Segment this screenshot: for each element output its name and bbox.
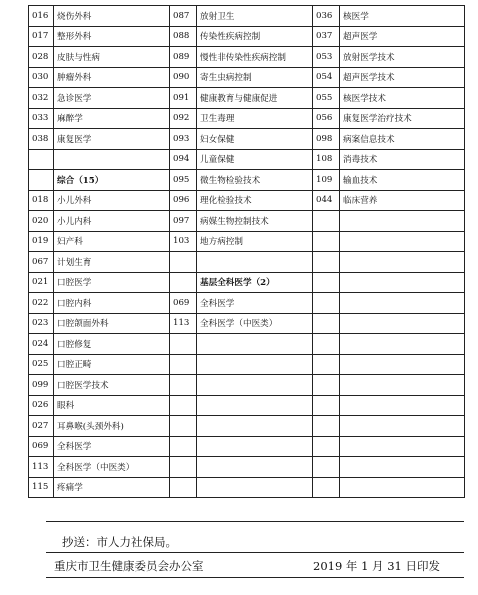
name-cell xyxy=(340,252,465,273)
code-cell: 032 xyxy=(29,88,54,109)
name-cell: 理化检验技术 xyxy=(197,190,313,211)
code-cell: 087 xyxy=(170,6,197,27)
table-body xyxy=(29,6,465,498)
name-cell: 妇产科 xyxy=(54,231,170,252)
code-cell: 038 xyxy=(29,129,54,150)
code-cell xyxy=(170,416,197,437)
code-cell: 055 xyxy=(313,88,340,109)
specialty-table xyxy=(28,5,465,498)
code-cell xyxy=(313,416,340,437)
code-cell: 016 xyxy=(29,6,54,27)
code-cell xyxy=(170,395,197,416)
code-cell: 088 xyxy=(170,26,197,47)
code-cell xyxy=(170,436,197,457)
name-cell: 肿瘤外科 xyxy=(54,67,170,88)
name-cell: 卫生毒理 xyxy=(197,108,313,129)
code-cell xyxy=(313,436,340,457)
code-cell: 113 xyxy=(170,313,197,334)
name-cell: 疼痛学 xyxy=(54,477,170,498)
name-cell: 全科医学 xyxy=(197,293,313,314)
code-cell: 093 xyxy=(170,129,197,150)
code-cell: 099 xyxy=(29,375,54,396)
code-cell xyxy=(313,272,340,293)
name-cell xyxy=(197,395,313,416)
code-cell: 017 xyxy=(29,26,54,47)
code-cell: 025 xyxy=(29,354,54,375)
name-cell: 放射卫生 xyxy=(197,6,313,27)
table-row xyxy=(29,211,465,232)
code-cell xyxy=(313,375,340,396)
table-row xyxy=(29,334,465,355)
name-cell: 康复医学 xyxy=(54,129,170,150)
name-cell xyxy=(340,313,465,334)
name-cell: 整形外科 xyxy=(54,26,170,47)
code-cell: 069 xyxy=(29,436,54,457)
code-cell xyxy=(313,457,340,478)
name-cell xyxy=(340,477,465,498)
code-cell xyxy=(313,231,340,252)
table-row xyxy=(29,108,465,129)
name-cell: 眼科 xyxy=(54,395,170,416)
table-row xyxy=(29,26,465,47)
code-cell xyxy=(170,457,197,478)
table-row xyxy=(29,190,465,211)
code-cell: 069 xyxy=(170,293,197,314)
name-cell xyxy=(197,416,313,437)
name-cell xyxy=(340,375,465,396)
name-cell xyxy=(340,416,465,437)
code-cell xyxy=(170,334,197,355)
code-cell: 108 xyxy=(313,149,340,170)
table-row xyxy=(29,67,465,88)
footer-rule-bottom xyxy=(46,577,464,578)
code-cell: 037 xyxy=(313,26,340,47)
code-cell: 020 xyxy=(29,211,54,232)
table-row xyxy=(29,313,465,334)
code-cell: 021 xyxy=(29,272,54,293)
name-cell: 口腔修复 xyxy=(54,334,170,355)
code-cell: 019 xyxy=(29,231,54,252)
table-row xyxy=(29,436,465,457)
name-cell: 烧伤外科 xyxy=(54,6,170,27)
code-cell xyxy=(170,252,197,273)
name-cell: 计划生育 xyxy=(54,252,170,273)
code-cell: 096 xyxy=(170,190,197,211)
name-cell: 超声医学 xyxy=(340,26,465,47)
name-cell: 微生物检验技术 xyxy=(197,170,313,191)
name-cell xyxy=(197,252,313,273)
name-cell: 康复医学治疗技术 xyxy=(340,108,465,129)
name-cell xyxy=(340,457,465,478)
code-cell xyxy=(313,293,340,314)
table-row xyxy=(29,395,465,416)
name-cell: 慢性非传染性疾病控制 xyxy=(197,47,313,68)
name-cell xyxy=(340,354,465,375)
code-cell xyxy=(170,375,197,396)
name-cell: 核医学技术 xyxy=(340,88,465,109)
name-cell xyxy=(340,334,465,355)
name-cell: 健康教育与健康促进 xyxy=(197,88,313,109)
code-cell: 023 xyxy=(29,313,54,334)
name-cell: 口腔颌面外科 xyxy=(54,313,170,334)
table-row xyxy=(29,293,465,314)
name-cell: 全科医学（中医类） xyxy=(197,313,313,334)
code-cell: 036 xyxy=(313,6,340,27)
code-cell: 091 xyxy=(170,88,197,109)
code-cell xyxy=(170,272,197,293)
code-cell: 027 xyxy=(29,416,54,437)
name-cell: 耳鼻喉(头颈外科) xyxy=(54,416,170,437)
name-cell: 病案信息技术 xyxy=(340,129,465,150)
table-row xyxy=(29,375,465,396)
name-cell: 儿童保健 xyxy=(197,149,313,170)
table-row xyxy=(29,88,465,109)
name-cell xyxy=(197,375,313,396)
code-cell: 095 xyxy=(170,170,197,191)
name-cell xyxy=(54,149,170,170)
table-row xyxy=(29,354,465,375)
code-cell: 092 xyxy=(170,108,197,129)
code-cell: 053 xyxy=(313,47,340,68)
code-cell: 094 xyxy=(170,149,197,170)
name-cell: 核医学 xyxy=(340,6,465,27)
name-cell: 小儿内科 xyxy=(54,211,170,232)
code-cell xyxy=(313,252,340,273)
name-cell: 皮肤与性病 xyxy=(54,47,170,68)
name-cell: 口腔内科 xyxy=(54,293,170,314)
code-cell: 030 xyxy=(29,67,54,88)
code-cell: 089 xyxy=(170,47,197,68)
code-cell xyxy=(313,334,340,355)
name-cell: 口腔医学 xyxy=(54,272,170,293)
code-cell: 024 xyxy=(29,334,54,355)
code-cell xyxy=(313,354,340,375)
table-row xyxy=(29,149,465,170)
issuing-office: 重庆市卫生健康委员会办公室 xyxy=(54,559,204,573)
code-cell xyxy=(313,477,340,498)
name-cell xyxy=(340,293,465,314)
name-cell: 超声医学技术 xyxy=(340,67,465,88)
footer-rule-top xyxy=(46,521,464,522)
code-cell: 033 xyxy=(29,108,54,129)
code-cell: 018 xyxy=(29,190,54,211)
code-cell: 103 xyxy=(170,231,197,252)
code-cell: 097 xyxy=(170,211,197,232)
name-cell: 病媒生物控制技术 xyxy=(197,211,313,232)
name-cell xyxy=(340,395,465,416)
footer-rule-middle xyxy=(46,552,464,553)
table-row xyxy=(29,457,465,478)
name-cell xyxy=(340,272,465,293)
table-row xyxy=(29,416,465,437)
code-cell: 026 xyxy=(29,395,54,416)
name-cell xyxy=(197,477,313,498)
code-cell: 098 xyxy=(313,129,340,150)
name-cell: 小儿外科 xyxy=(54,190,170,211)
name-cell: 基层全科医学（2） xyxy=(197,272,313,293)
table-row xyxy=(29,47,465,68)
table-row xyxy=(29,477,465,498)
name-cell: 全科医学 xyxy=(54,436,170,457)
name-cell: 临床营养 xyxy=(340,190,465,211)
name-cell: 全科医学（中医类） xyxy=(54,457,170,478)
cc-line: 抄送：市人力社保局。 xyxy=(62,535,177,549)
table-row xyxy=(29,231,465,252)
code-cell: 090 xyxy=(170,67,197,88)
code-cell: 028 xyxy=(29,47,54,68)
code-cell xyxy=(313,211,340,232)
name-cell: 地方病控制 xyxy=(197,231,313,252)
name-cell: 寄生虫病控制 xyxy=(197,67,313,88)
name-cell xyxy=(197,354,313,375)
code-cell: 044 xyxy=(313,190,340,211)
name-cell xyxy=(340,436,465,457)
code-cell xyxy=(29,149,54,170)
code-cell xyxy=(170,354,197,375)
code-cell: 022 xyxy=(29,293,54,314)
name-cell xyxy=(197,334,313,355)
name-cell: 放射医学技术 xyxy=(340,47,465,68)
name-cell: 输血技术 xyxy=(340,170,465,191)
table-row xyxy=(29,170,465,191)
code-cell: 115 xyxy=(29,477,54,498)
table-row xyxy=(29,129,465,150)
code-cell: 113 xyxy=(29,457,54,478)
name-cell: 口腔正畸 xyxy=(54,354,170,375)
code-cell: 109 xyxy=(313,170,340,191)
table-row xyxy=(29,6,465,27)
code-cell: 067 xyxy=(29,252,54,273)
name-cell: 口腔医学技术 xyxy=(54,375,170,396)
name-cell: 急诊医学 xyxy=(54,88,170,109)
table-row xyxy=(29,252,465,273)
name-cell xyxy=(197,436,313,457)
code-cell xyxy=(313,313,340,334)
code-cell xyxy=(170,477,197,498)
issue-date: 2019 年 1 月 31 日印发 xyxy=(313,559,440,573)
name-cell xyxy=(197,457,313,478)
name-cell: 麻醉学 xyxy=(54,108,170,129)
name-cell xyxy=(340,211,465,232)
code-cell xyxy=(313,395,340,416)
name-cell: 消毒技术 xyxy=(340,149,465,170)
name-cell xyxy=(340,231,465,252)
code-cell: 056 xyxy=(313,108,340,129)
name-cell: 传染性疾病控制 xyxy=(197,26,313,47)
code-cell xyxy=(29,170,54,191)
table-row xyxy=(29,272,465,293)
code-cell: 054 xyxy=(313,67,340,88)
name-cell: 妇女保健 xyxy=(197,129,313,150)
name-cell: 综合（15） xyxy=(54,170,170,191)
